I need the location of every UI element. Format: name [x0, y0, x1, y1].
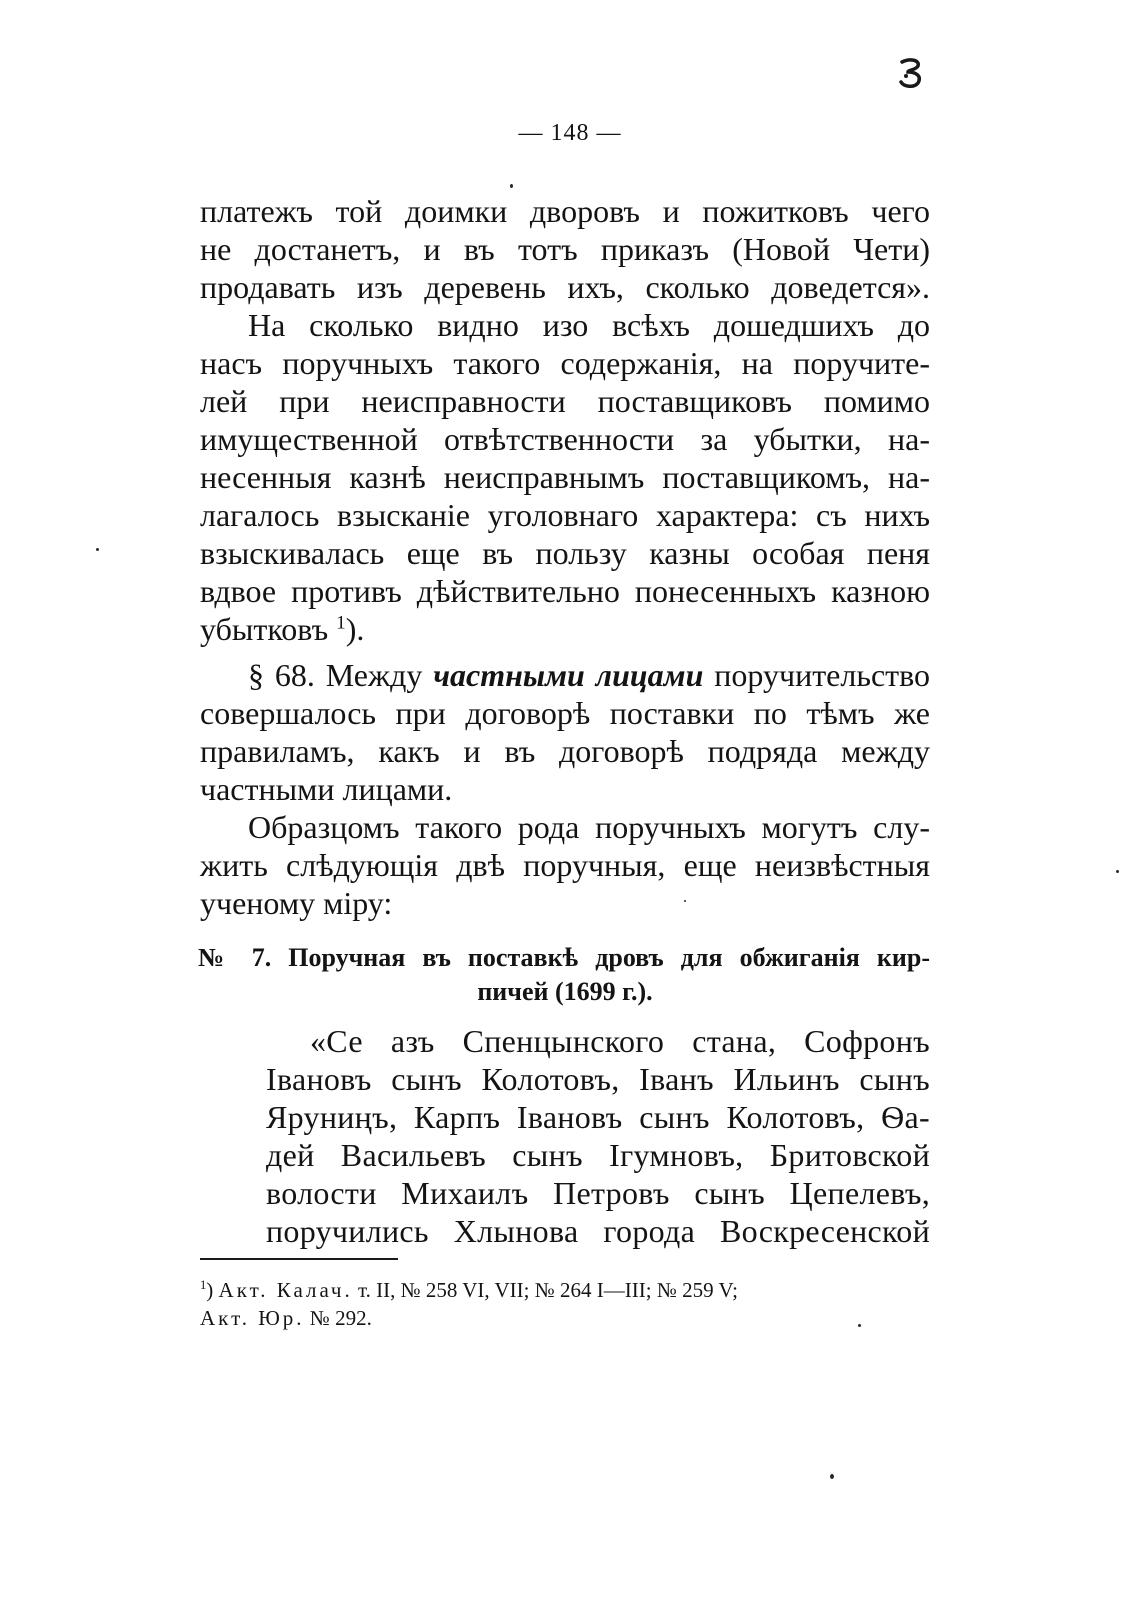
scan-speck	[858, 1324, 861, 1327]
body-line: насъ поручныхъ такого содержанія, на поручите-	[200, 345, 930, 381]
document-heading-continued: пичей (1699 г.).	[477, 977, 653, 1006]
quote-line: «Се азъ Спенцынского стана, Софронъ	[310, 1023, 930, 1059]
footnote-source: Акт. Калач.	[218, 1278, 353, 1302]
section-prefix: § 68. Между	[248, 657, 434, 693]
body-line: продавать изъ деревень ихъ, сколько доведется».	[200, 269, 930, 305]
page-corner-mark	[896, 56, 926, 90]
body-line: несенныя казнѣ неисправнымъ поставщикомъ, на-	[200, 459, 930, 495]
page-number: — 148 —	[518, 120, 622, 146]
body-line: жить слѣдующія двѣ поручныя, еще неизвѣстныя	[200, 847, 930, 883]
footnote-source: Акт. Юр.	[200, 1306, 305, 1330]
quote-line: поручились Хлынова города Воскресенской	[266, 1213, 930, 1249]
footnote-line: $^1$) Акт. Калач. т. II, № 258 VI, VII; № 264 I—III; № 259 V;	[200, 1278, 738, 1302]
footnote-divider	[200, 1258, 398, 1260]
body-line: Образцомъ такого рода поручныхъ могутъ слу-	[248, 809, 930, 845]
section-suffix: поручительство	[703, 657, 931, 693]
footnote-reference: 1	[336, 612, 346, 634]
scan-speck	[684, 900, 686, 902]
body-line: лагалось взысканіе уголовнаго характера: съ нихъ	[200, 497, 930, 533]
footnote-line	[200, 1304, 920, 1332]
scan-speck	[1116, 870, 1119, 873]
body-line: правиламъ, какъ и въ договорѣ подряда между	[200, 733, 930, 769]
footnote-marker: 1	[200, 1278, 207, 1292]
document-heading: № 7. Поручная въ поставкѣ дровъ для обжиганія кир-	[198, 943, 930, 972]
body-line: ученому міру:	[200, 885, 393, 921]
quote-line: Івановъ сынъ Колотовъ, Іванъ Ильинъ сынъ	[266, 1061, 930, 1097]
body-line: взыскивалась еще въ пользу казны особая пеня	[200, 535, 930, 571]
quote-line: дей Васильевъ сынъ Ігумновъ, Бритовской	[266, 1137, 930, 1173]
footnote-citation: № 292.	[304, 1306, 372, 1330]
scan-speck	[510, 184, 513, 188]
section-line	[248, 656, 930, 694]
body-line: лей при неисправности поставщиковъ помимо	[200, 383, 930, 419]
body-line-tail: ).	[345, 611, 365, 647]
body-line: имущественной отвѣтственности за убытки, на-	[200, 421, 930, 457]
body-line: частными лицами.	[200, 771, 453, 807]
body-line: платежъ той доимки дворовъ и пожитковъ чего	[200, 193, 930, 229]
footnote-citation: т. II, № 258 VI, VII; № 264 I—III; № 259 V;	[352, 1278, 738, 1302]
scan-speck	[830, 1474, 834, 1479]
scan-speck	[96, 548, 99, 551]
body-line: совершалось при договорѣ поставки по тѣмъ же	[200, 695, 930, 731]
body-line: вдвое противъ дѣйствительно понесенныхъ казною	[200, 573, 930, 609]
section-emphasis: частными лицами	[433, 657, 704, 693]
body-line: не достанетъ, и въ тотъ приказъ (Новой Чети)	[200, 231, 930, 267]
body-line: На сколько видно изо всѣхъ дошедшихъ до	[248, 307, 930, 343]
body-line-text: убытковъ	[200, 611, 329, 647]
quote-line: волости Михаилъ Петровъ сынъ Цепелевъ,	[266, 1175, 930, 1211]
body-line-last	[200, 610, 930, 648]
quote-line: Яруниңъ, Карпъ Івановъ сынъ Колотовъ, Ѳа-	[266, 1099, 930, 1135]
